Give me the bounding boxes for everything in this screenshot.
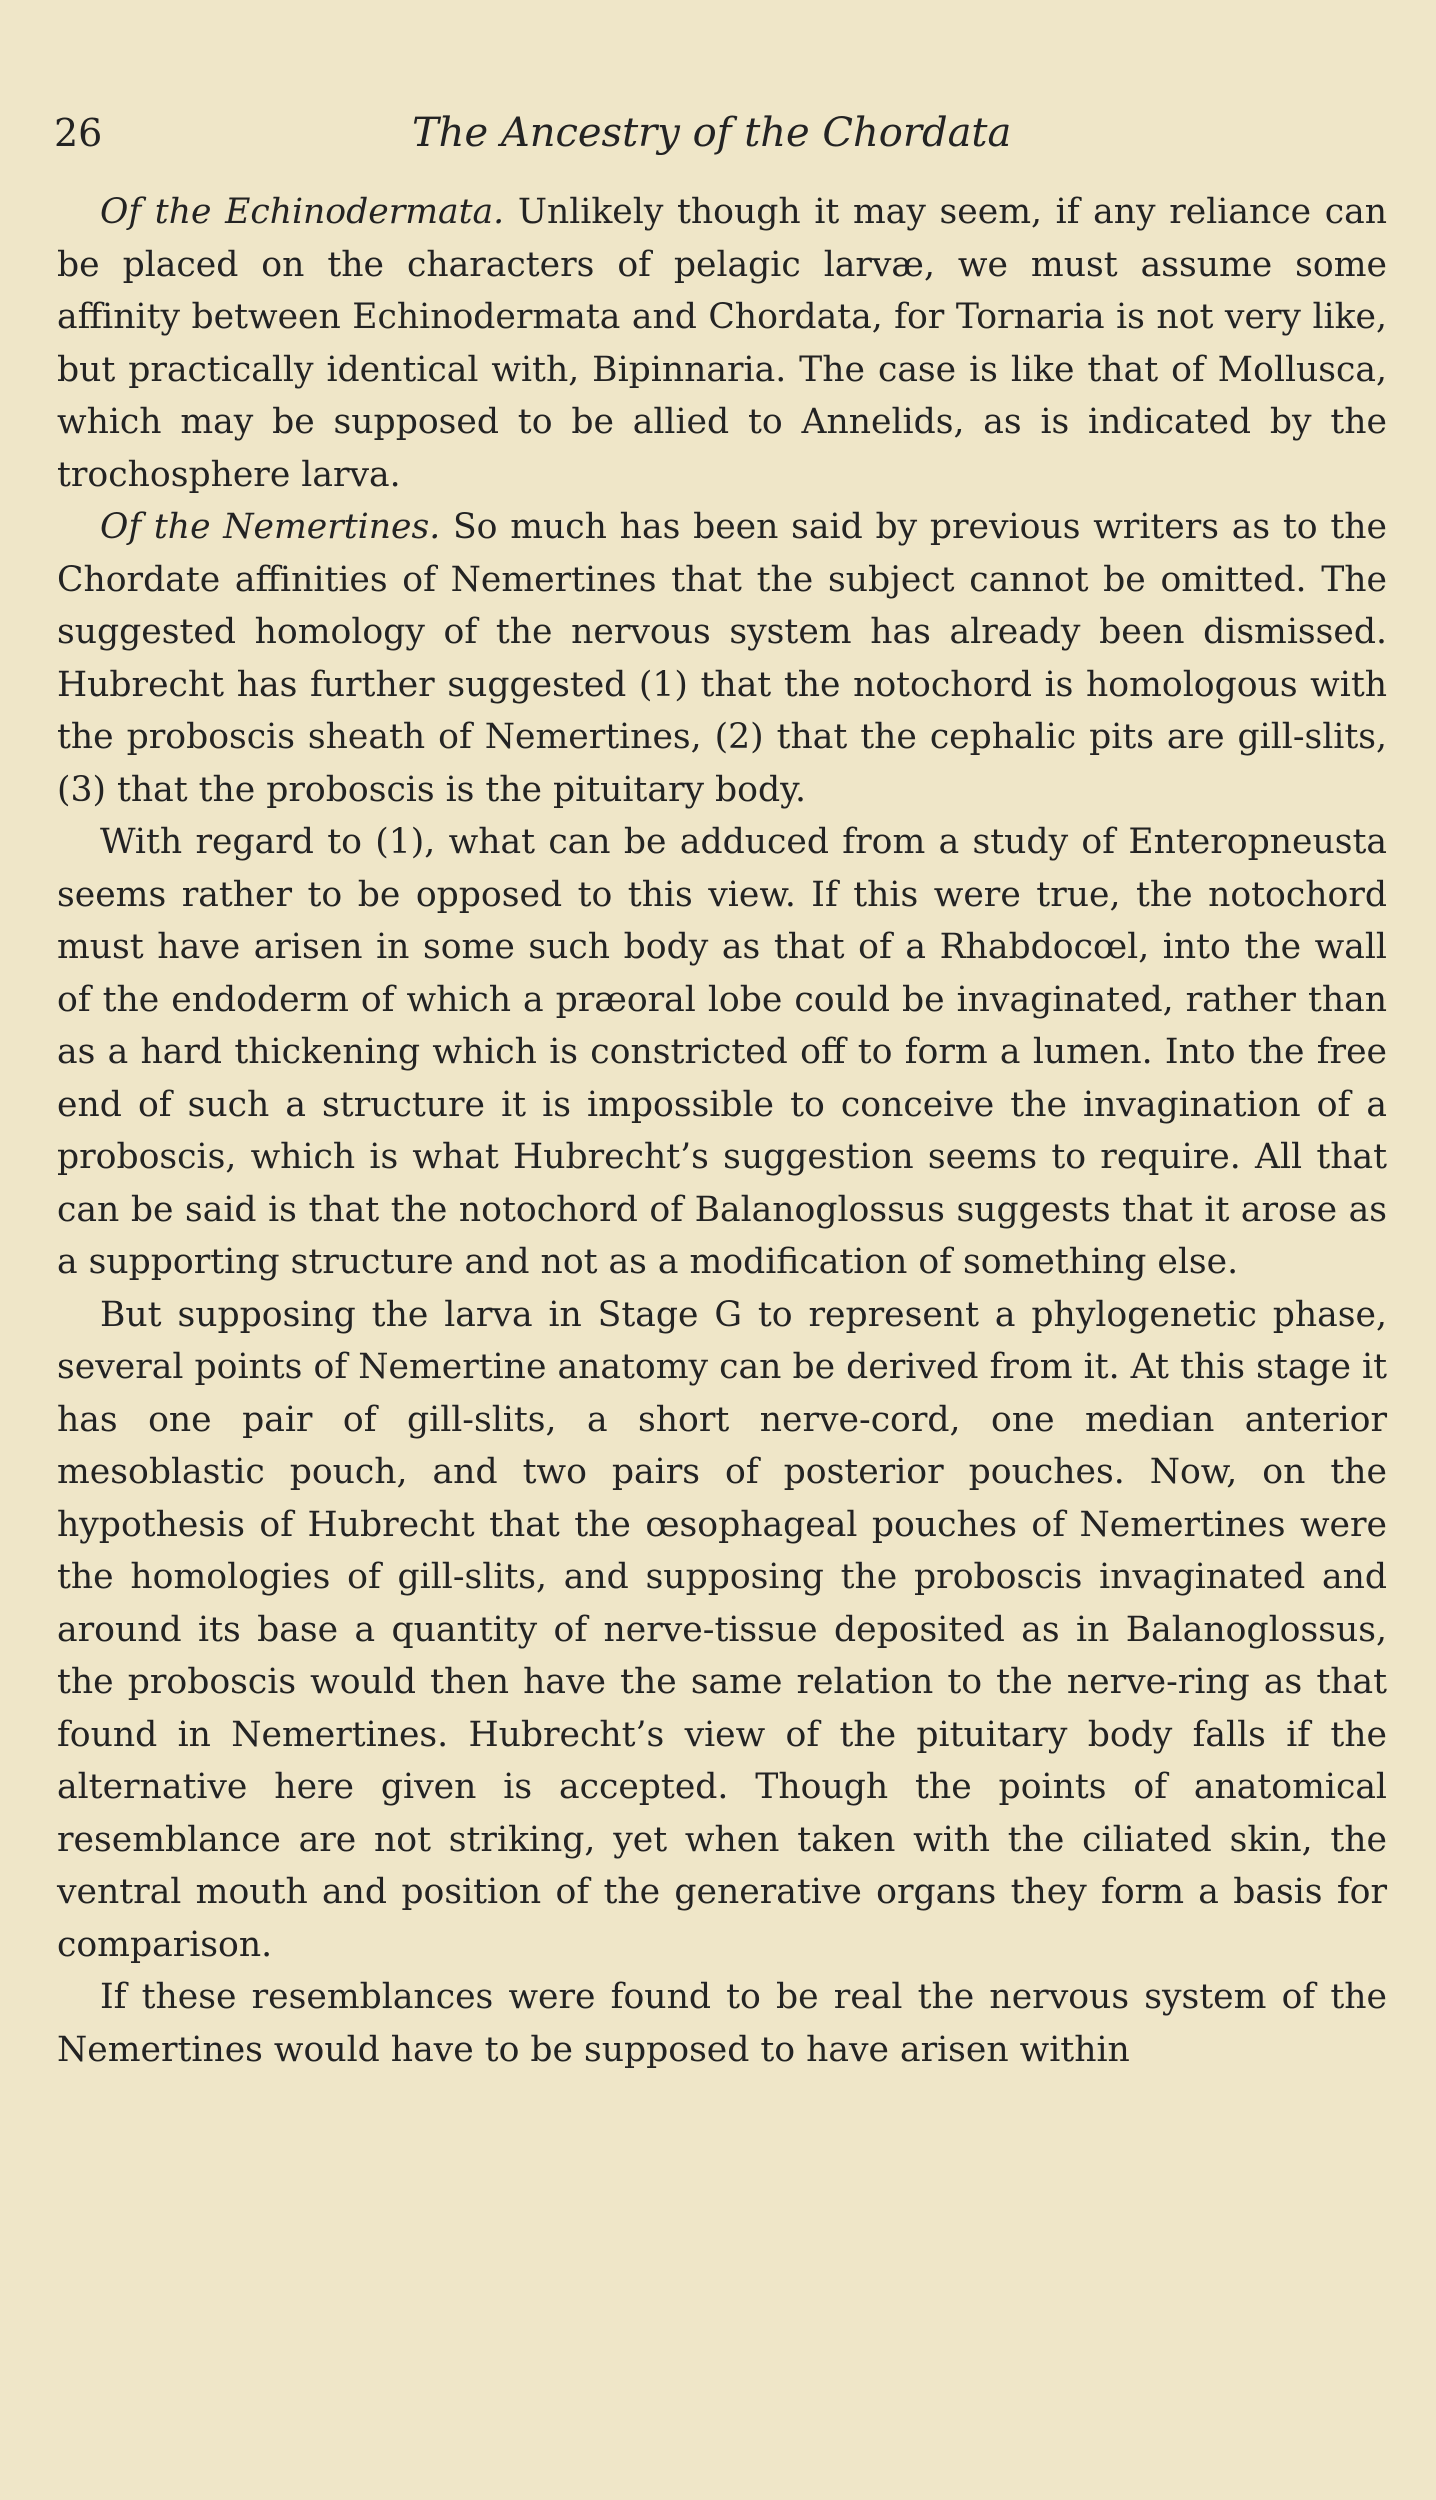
paragraph-stage-g: [57, 1289, 1387, 1972]
paragraph-notochord: [57, 816, 1387, 1289]
paragraph-text: With regard to (1), what can be adduced from a study of Enteropneusta seems rather to be opposed to this view. If this were true, the notochord must have arisen in some such body as that of a Rhabdocœl, into the wall of the endoderm of which a præoral lobe could be invaginated, rather than as a hard thickening which is constricted off to form a lumen. Into the free end of such a structure it is impossible to conceive the invagination of a proboscis, which is what Hubrecht’s suggestion seems to require. All that can be said is that the notochord of Balanoglossus suggests that it arose as a supporting structure and not as a modification of something else.: [57, 822, 1387, 1282]
paragraph-text: If these resemblances were found to be real the nervous system of the Nemertines would have to be supposed to have arisen within: [57, 1977, 1387, 2070]
paragraph-text: But supposing the larva in Stage G to represent a phylogenetic phase, several points of Nemertine anatomy can be derived from it. At this stage it has one pair of gill-slits, a short nerve-cord, one median anterior mesoblastic pouch, and two pairs of posterior pouches. Now, on the hypothesis of Hubrecht that the œsophageal pouches of Nemertines were the homologies of gill-slits, and supposing the proboscis invaginated and around its base a quantity of nerve-tissue deposited as in Balanoglossus, the proboscis would then have the same relation to the nerve-ring as that found in Nemertines. Hubrecht’s view of the pituitary body falls if the alternative here given is accepted. Though the points of anatomical resemblance are not striking, yet when taken with the ciliated skin, the ventral mouth and position of the generative organs they form a basis for comparison.: [57, 1294, 1387, 1965]
paragraph-text: So much has been said by previous writers as to the Chordate affinities of Nemertines that the subject cannot be omitted. The suggested homology of the nervous system has already been dismissed. Hubrecht has further suggested (1) that the notochord is homologous with the proboscis sheath of Nemertines, (2) that the cephalic pits are gill-slits, (3) that the proboscis is the pituitary body.: [57, 507, 1387, 810]
running-title: The Ancestry of the Chordata: [412, 110, 1012, 156]
paragraph-lead: Of the Nemertines.: [100, 507, 441, 547]
page-number: 26: [54, 111, 103, 155]
paragraph-nemertines: [57, 501, 1387, 816]
paragraph-resemblances: [57, 1971, 1387, 2076]
page-header: [54, 108, 1382, 168]
paragraph-lead: Of the Echinodermata.: [100, 192, 505, 232]
paragraph-echinodermata: [57, 186, 1387, 501]
paragraph-text: Unlikely though it may seem, if any reliance can be placed on the characters of pelagic larvæ, we must assume some affinity between Echinodermata and Chordata, for Tornaria is not very like, but practically identical with, Bipinnaria. The case is like that of Mollusca, which may be supposed to be allied to Annelids, as is indicated by the trochosphere larva.: [57, 192, 1387, 495]
body-text: [57, 186, 1387, 2076]
